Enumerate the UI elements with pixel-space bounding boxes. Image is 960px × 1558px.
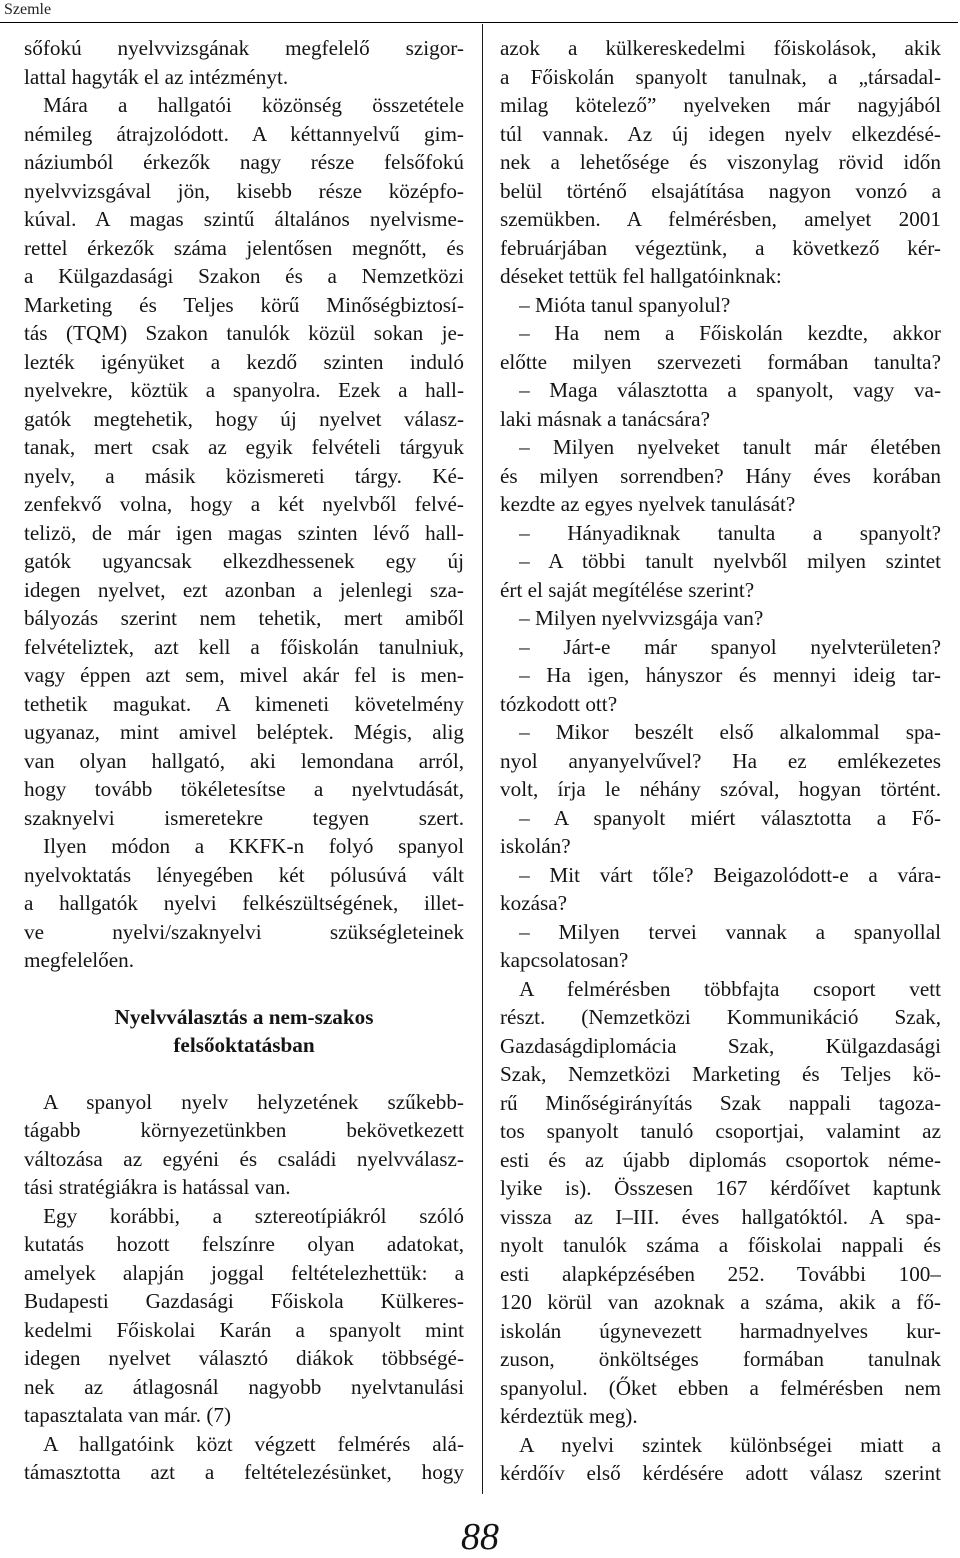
right-text-line: tózkodott ott? (500, 691, 618, 716)
left-text-line: tapasztalata van már. (7) (24, 1403, 232, 1427)
right-text-line: kérdőív első kérdésére adott válasz szerint (500, 1461, 941, 1485)
right-text-line: iskolán úgynevezett harmadnyelves kur- (500, 1318, 941, 1343)
left-text-line: a Külgazdasági Szakon és a Nemzetközi (24, 264, 464, 288)
left-text-line: tás (TQM) Szakon tanulók közül sokan je- (24, 321, 464, 345)
left-text-line: szaknyelvi ismeretekre tegyen szert. (24, 805, 464, 830)
left-text-line: tethetik magukat. A kimeneti követelmény (24, 691, 464, 716)
right-text-line: 120 körül van azoknak a száma, akik a fő- (500, 1290, 941, 1314)
running-header (0, 0, 958, 23)
left-text-line: nyelvvizsgával jön, kisebb része középfo- (24, 178, 464, 203)
right-text-line: nyol anyanyelvűvel? Ha ez emlékezetes (500, 748, 941, 773)
section-heading-line: felsőoktatásban (173, 1033, 315, 1057)
left-text-line: nyelvekre, köztük a spanyolra. Ezek a hall- (24, 378, 464, 402)
left-text-line: idegen nyelvet, ezt azonban a jelenlegi sza- (24, 577, 464, 602)
right-text-line: déseket tettük fel hallgatóinknak: (500, 264, 782, 288)
left-text-line: gatók megtehetik, hogy új nyelvet válasz- (24, 406, 464, 431)
left-text-line: Budapesti Gazdasági Főiskola Külkeres- (24, 1289, 464, 1313)
page-number: 88 (461, 1516, 499, 1558)
right-text-line: és milyen sorrendben? Hány éves korában (500, 463, 941, 488)
left-text-line: megfelelően. (24, 948, 135, 972)
right-text-line: kozása? (500, 891, 568, 915)
right-text-line: Gazdaságdiplomácia Szak, Külgazdasági (500, 1033, 941, 1058)
right-text-line: ért el saját megítélése szerint? (500, 577, 755, 602)
left-text-line: lattal hagyták el az intézményt. (24, 64, 289, 89)
left-text-line: hogy tovább tökéletesítse a nyelvtudását, (24, 777, 464, 801)
right-text-line: részt. (Nemzetközi Kommunikáció Szak, (500, 1005, 941, 1029)
right-text-line: – A spanyolt miért választotta a Fő- (519, 805, 941, 830)
left-text-line: tágabb környezetünkben bekövetkezett (24, 1118, 464, 1142)
left-text-line: bályozás szerint nem tehetik, mert amiből (24, 606, 464, 630)
right-text-line: előtte milyen szervezeti formában tanulta? (500, 349, 941, 374)
left-text-line: kúval. A magas szintű általános nyelvisme- (24, 207, 464, 231)
right-text-line: A felmérésben többfajta csoport vett (519, 976, 941, 1001)
right-text-line: esti és az újabb diplomás csoportok néme- (500, 1147, 941, 1172)
paragraph-gap (24, 1060, 464, 1088)
right-text-line: – Maga választotta a spanyolt, vagy va- (519, 378, 941, 402)
left-text-line: Marketing és Teljes körű Minőségbiztosí- (24, 292, 464, 317)
right-text-line: lyike is). Összesen 167 kérdőívet kaptunk (500, 1176, 941, 1200)
left-text-line: nyelvoktatás lényegében két pólusúvá vált (24, 862, 464, 887)
right-text-line: – A többi tanult nyelvből milyen szintet (519, 549, 941, 573)
right-text-line: volt, írja le néhány szóval, hogyan történt. (500, 777, 941, 801)
left-text-line: kedelmi Főiskolai Karán a spanyolt mint (24, 1317, 464, 1342)
left-text-line: A hallgatóink közt végzett felmérés alá- (43, 1431, 464, 1456)
left-text-line: A spanyol nyelv helyzetének szűkebb- (43, 1089, 464, 1114)
right-text-line: iskolán? (500, 834, 571, 858)
left-text-line: tási stratégiákra is hatással van. (24, 1175, 291, 1199)
section-label: Szemle (4, 1, 52, 18)
left-text-line: sőfokú nyelvvizsgának megfelelő szigor- (24, 36, 464, 60)
section-heading-line: Nyelvválasztás a nem-szakos (114, 1004, 374, 1029)
right-text-line: – Ha nem a Főiskolán kezdte, akkor (519, 321, 941, 345)
left-text-line: támasztotta azt a feltételezésünket, hogy (24, 1460, 464, 1484)
right-text-line: rű Minőségirányítás Szak nappali tagoza- (500, 1090, 941, 1115)
right-text-line: – Mit várt tőle? Beigazolódott-e a vára- (519, 862, 941, 887)
right-text-line: kapcsolatosan? (500, 948, 629, 972)
left-text-line: Mára a hallgatói közönség összetétele (43, 93, 464, 117)
right-text-line: milag kötelező” nyelveken már nagyjából (500, 93, 941, 117)
left-text-line: lezték igényüket a kezdő szinten induló (24, 349, 464, 374)
left-text-line: amelyek alapján joggal feltételezhettük: a (24, 1260, 464, 1285)
right-text-line: túl vannak. Az új idegen nyelv elkezdésé- (500, 121, 941, 146)
right-text-line: laki másnak a tanácsára? (500, 406, 710, 431)
column-divider (482, 24, 483, 1494)
paragraph-gap (24, 975, 464, 1003)
left-text-line: változása az egyéni és családi nyelvválasz- (24, 1146, 464, 1171)
left-column (24, 34, 464, 1487)
left-text-line: nyelv, a másik közismereti tárgy. Ké- (24, 463, 464, 488)
left-text-line: Egy korábbi, a sztereotípiákról szóló (43, 1203, 464, 1228)
left-text-line: felvételiztek, azt kell a főiskolán tanulniuk, (24, 634, 464, 659)
left-text-line: némileg átrajzolódott. A kéttannyelvű gim- (24, 121, 464, 146)
right-text-line: zuson, önköltséges formában tanulnak (500, 1347, 941, 1371)
left-text-line: tanak, mert csak az egyik felvételi tárgyuk (24, 435, 464, 459)
left-text-line: Ilyen módon a KKFK-n folyó spanyol (43, 834, 464, 858)
left-text-line: nek az átlagosnál nagyobb nyelvtanulási (24, 1374, 464, 1399)
right-text-line: Szak, Nemzetközi Marketing és Teljes kö- (500, 1062, 941, 1086)
right-text-line: – Milyen nyelvvizsgája van? (519, 606, 764, 630)
right-text-line: kezdte az egyes nyelvek tanulását? (500, 492, 796, 516)
right-text-line: azok a külkereskedelmi főiskolások, akik (500, 36, 941, 60)
right-text-line: – Hányadiknak tanulta a spanyolt? (519, 520, 941, 545)
left-text-line: ugyanaz, mint amivel beléptek. Mégis, alig (24, 720, 464, 744)
right-text-line: – Ha igen, hányszor és mennyi ideig tar- (519, 663, 941, 687)
right-text-line: – Mióta tanul spanyolul? (519, 292, 731, 317)
right-text-line: kérdeztük meg). (500, 1404, 638, 1428)
right-text-line: szemükben. A felmérésben, amelyet 2001 (500, 207, 941, 231)
left-text-line: zenfekvő volna, hogy a két nyelvből felvé- (24, 492, 464, 516)
left-text-line: rettel érkezők száma jelentősen megnőtt, és (24, 235, 464, 260)
right-text-line: – Milyen tervei vannak a spanyollal (519, 919, 941, 944)
right-text-line: a Főiskolán spanyolt tanulnak, a „társadal- (500, 64, 941, 89)
right-text-line: februárjában végeztünk, a következő kér- (500, 235, 941, 260)
left-text-line: a hallgatók nyelvi felkészültségének, illet- (24, 891, 464, 915)
right-text-line: belül történő elsajátítása nagyon vonzó a (500, 178, 941, 203)
left-text-line: ve nyelvi/szaknyelvi szükségleteinek (24, 919, 464, 944)
right-text-line: nek a lehetősége és viszonylag rövid időn (500, 150, 941, 174)
right-text-line: A nyelvi szintek különbségei miatt a (519, 1432, 941, 1457)
right-text-line: – Mikor beszélt első alkalommal spa- (519, 720, 941, 744)
left-text-line: idegen nyelvet választó diákok többségé- (24, 1346, 464, 1370)
left-text-line: kutatás hozott felszínre olyan adatokat, (24, 1232, 464, 1256)
left-text-line: gatók ugyancsak elkezdhessenek egy új (24, 549, 464, 573)
right-text-line: nyolt tanulók száma a főiskolai nappali és (500, 1233, 941, 1257)
left-text-line: vagy éppen azt sem, mivel akár fel is men- (24, 663, 464, 687)
right-text-line: vissza az I–III. éves hallgatóktól. A spa- (500, 1204, 941, 1229)
right-column (500, 34, 941, 1488)
left-text-line: náziumból érkezők nagy része felsőfokú (24, 150, 464, 174)
right-text-line: – Milyen nyelveket tanult már életében (519, 435, 941, 459)
left-text-line: van olyan hallgató, aki lemondana arról, (24, 748, 464, 773)
right-text-line: tos spanyolt tanuló csoportjai, valamint az (500, 1119, 941, 1143)
right-text-line: – Járt-e már spanyol nyelvterületen? (519, 634, 941, 659)
right-text-line: esti alapképzésében 252. További 100– (500, 1261, 941, 1286)
left-text-line: telizö, de már igen magas szinten lévő hall- (24, 520, 464, 545)
right-text-line: spanyolul. (Őket ebben a felmérésben nem (500, 1375, 941, 1400)
